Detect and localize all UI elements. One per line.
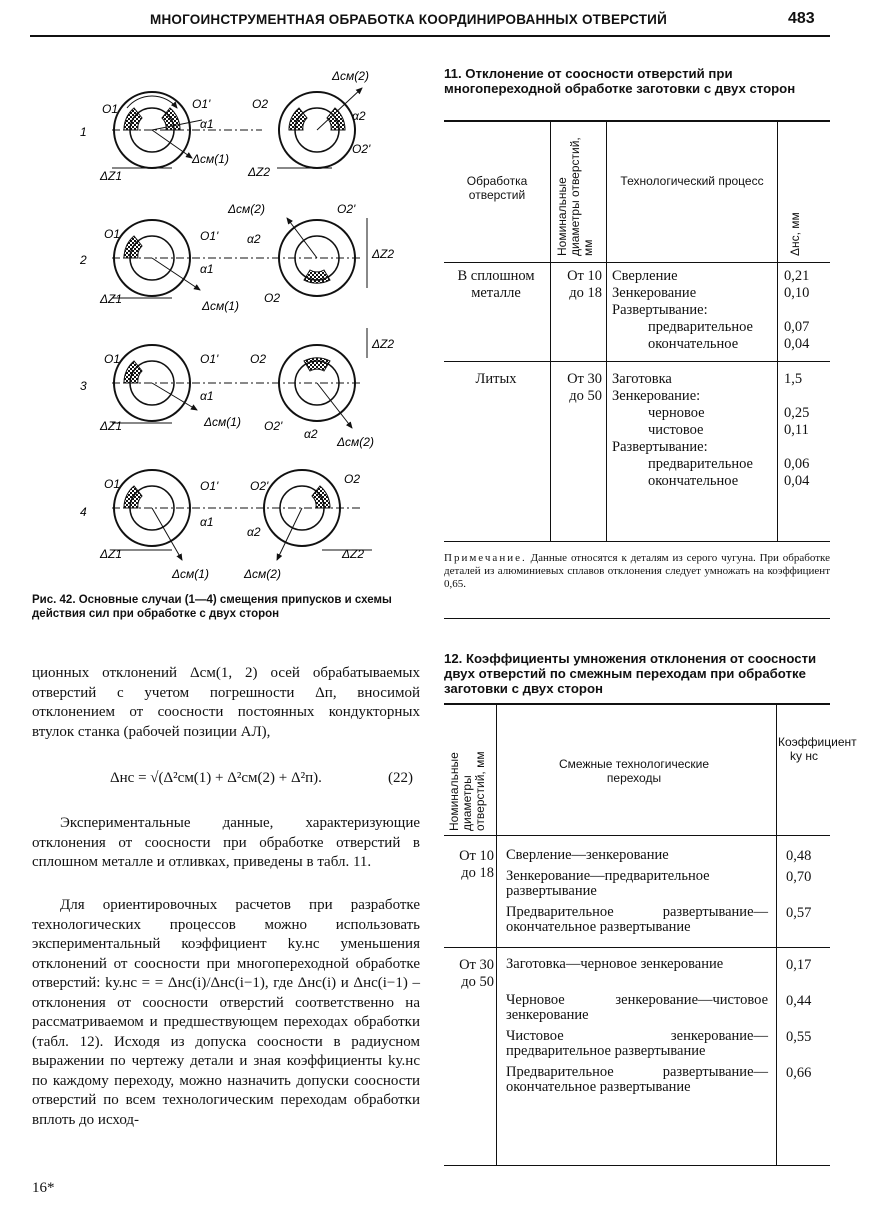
process-cell: Развертывание: <box>612 302 708 318</box>
header-rule <box>30 35 830 37</box>
label-dsm1: Δсм(1) <box>172 567 209 581</box>
group-divider <box>444 947 830 948</box>
table-11-header <box>444 122 830 262</box>
process-cell: Зенкерование: <box>612 388 701 404</box>
transition-cell: Предварительное развертывание—окончательное развертывание <box>506 1064 768 1095</box>
deviation-value: 0,11 <box>784 422 809 438</box>
label-alpha1: α1 <box>200 515 214 529</box>
label-o1-prime: O1' <box>192 97 211 111</box>
column-divider <box>496 705 497 1165</box>
figure-42-diagram <box>32 58 427 588</box>
process-cell: предварительное <box>648 456 753 472</box>
label-dsm2: Δсм(2) <box>337 435 374 449</box>
coefficient-value: 0,55 <box>786 1029 812 1045</box>
diameter-cell: От 10 <box>567 268 602 284</box>
row-number: 3 <box>80 379 87 393</box>
process-cell: Зенкерование <box>612 285 697 301</box>
process-cell: окончательное <box>648 336 739 352</box>
coefficient-value: 0,66 <box>786 1065 812 1081</box>
row-number: 2 <box>80 253 87 267</box>
label-dz2: ΔZ2 <box>372 247 395 261</box>
label-dz2: ΔZ2 <box>342 547 365 561</box>
paragraph-2 <box>32 814 420 873</box>
label-dsm2: Δсм(2) <box>332 69 369 83</box>
formula-22 <box>110 770 420 787</box>
label-alpha2: α2 <box>304 427 318 441</box>
label-alpha2: α2 <box>352 109 366 123</box>
label-dz2: ΔZ2 <box>372 337 395 351</box>
transition-cell: Предварительное развертывание—окончательное развертывание <box>506 904 768 935</box>
label-alpha1: α1 <box>200 389 214 403</box>
transition-cell: Сверление—зенкерование <box>506 847 669 863</box>
paragraph-1 <box>32 664 420 742</box>
deviation-value: 0,21 <box>784 268 810 284</box>
label-o1: O1 <box>104 477 121 491</box>
diameter-cell: От 30 <box>459 957 494 973</box>
note-label: Примечание. <box>444 552 527 564</box>
coefficient-value: 0,17 <box>786 957 812 973</box>
label-o2: O2 <box>250 352 267 366</box>
label-o2-prime: O2' <box>250 479 269 493</box>
scheme-row-4 <box>99 470 372 581</box>
label-alpha1: α1 <box>200 262 214 276</box>
formula-text: Δнс = √(Δ²см(1) + Δ²см(2) + Δ²п). <box>110 770 322 786</box>
note-text: Данные относятся к деталям из серого чугуна. При обработке деталей из алюминиевых сплавов отклонения следует умножать на коэффициент 0,65. <box>444 552 830 590</box>
transition-cell: Чистовое зенкерование—предварительное развертывание <box>506 1028 768 1059</box>
header-transitions: Смежные технологические переходы <box>559 757 709 785</box>
note-rule <box>444 618 830 619</box>
transition-cell: Зенкерование—предварительное развертывание <box>506 868 710 899</box>
column-divider <box>777 122 778 542</box>
row-number: 1 <box>80 125 87 139</box>
deviation-value: 0,04 <box>784 336 810 352</box>
deviation-value: 1,5 <box>784 371 803 387</box>
coefficient-value: 0,48 <box>786 848 812 864</box>
label-dsm1: Δсм(1) <box>204 415 241 429</box>
signature-mark: 16* <box>32 1180 55 1196</box>
scheme-row-1 <box>99 69 371 183</box>
diameter-cell: до 50 <box>461 974 494 990</box>
process-cell: окончательное <box>648 473 739 489</box>
column-divider <box>776 705 777 1165</box>
deviation-value: 0,10 <box>784 285 810 301</box>
header-diameter: Номинальные диаметры отверстий, мм <box>555 137 595 256</box>
label-alpha1: α1 <box>200 117 214 131</box>
table-12-header-rule <box>444 835 830 836</box>
label-dz1: ΔZ1 <box>100 419 123 433</box>
diameter-cell: до 50 <box>569 388 602 404</box>
formula-number: (22) <box>388 770 413 786</box>
deviation-value: 0,07 <box>784 319 810 335</box>
figure-caption: Рис. 42. Основные случаи (1—4) смещения припусков и схемы действия сил при обработке с двух сторон <box>32 594 392 620</box>
table-12-header <box>444 705 857 835</box>
scheme-row-2 <box>99 202 394 313</box>
table-11-title: 11. Отклонение от соосности отверстий при многопереходной обработке заготовки с двух сторон <box>444 66 796 96</box>
transition-cell: Заготовка—черновое зенкерование <box>506 956 724 972</box>
running-header: МНОГОИНСТРУМЕНТНАЯ ОБРАБОТКА КООРДИНИРОВАННЫХ ОТВЕРСТИЙ <box>150 12 667 27</box>
deviation-value: 0,06 <box>784 456 810 472</box>
transition-cell: Черновое зенкерование—чистовое зенкерование <box>506 992 768 1023</box>
process-cell: Сверление <box>612 268 678 284</box>
deviation-value: 0,25 <box>784 405 810 421</box>
process-cell: черновое <box>648 405 705 421</box>
label-o2-prime: O2' <box>264 419 283 433</box>
label-dz1: ΔZ1 <box>100 547 123 561</box>
diameter-cell: до 18 <box>569 285 602 301</box>
header-processing: Обработка отверстий <box>466 174 528 202</box>
label-alpha2: α2 <box>247 232 261 246</box>
coefficient-value: 0,57 <box>786 905 812 921</box>
header-process: Технологический процесс <box>620 174 764 188</box>
process-cell: предварительное <box>648 319 753 335</box>
coefficient-value: 0,70 <box>786 869 812 885</box>
process-cell: Заготовка <box>612 371 672 387</box>
table-11-note <box>444 552 830 591</box>
label-dz1: ΔZ1 <box>100 292 123 306</box>
deviation-value: 0,04 <box>784 473 810 489</box>
diameter-cell: до 18 <box>461 865 494 881</box>
label-o1: O1 <box>102 102 119 116</box>
paragraph-text: Экспериментальные данные, характеризующие отклонения от соосности при обработке отверстий в сплошном металле и отливках, приведены в табл. 11. <box>32 815 420 870</box>
coefficient-value: 0,44 <box>786 993 812 1009</box>
label-o1-prime: O1' <box>200 352 219 366</box>
material-cell: Литых <box>475 371 517 387</box>
diameter-cell: От 10 <box>459 848 494 864</box>
table-12-title: 12. Коэффициенты умножения отклонения от соосности двух отверстий по смежным переходам при обработке заготовки с двух сторон <box>444 651 817 696</box>
label-o1-prime: O1' <box>200 479 219 493</box>
label-dsm1: Δсм(1) <box>192 152 229 166</box>
material-cell: В сплошном металле <box>457 268 535 301</box>
group-divider <box>444 361 830 362</box>
label-o2: O2 <box>264 291 281 305</box>
process-cell: чистовое <box>648 422 704 438</box>
label-dz2: ΔZ2 <box>248 165 271 179</box>
header-coefficient: Коэффициент kу нс <box>778 735 857 763</box>
label-alpha2: α2 <box>247 525 261 539</box>
label-o2: O2 <box>344 472 361 486</box>
label-dz1: ΔZ1 <box>100 169 123 183</box>
table-11-header-rule <box>444 262 830 263</box>
row-number: 4 <box>80 505 87 519</box>
paragraph-3 <box>32 896 420 1130</box>
label-o1: O1 <box>104 227 121 241</box>
label-o2-prime: O2' <box>337 202 356 216</box>
page-number: 483 <box>788 10 815 27</box>
table-11-bottom-rule <box>444 541 830 542</box>
label-dsm2: Δсм(2) <box>244 567 281 581</box>
header-diameter: Номинальные диаметры отверстий, мм <box>447 751 487 831</box>
paragraph-text: Для ориентировочных расчетов при разработке технологических процессов можно использовать экспериментальный коэффициент kу.нс уменьшения отклонений от соосности при многопереходной обработке отверстий: kу.нс = = Δнс(i)/Δнс(i−1), где Δнс(i) и Δнс(i−1) – отклонения от соосности отверстий соответственно на рассматриваемом и предшествующем переходах обработки (табл. 12). Исходя из допуска соосности в радиусном выражении по чертежу детали и зная коэффициенты kу.нс по каждому переходу, можно назначить допуски соосности отверстий по всем технологическим переходам обработки вплоть до исход- <box>32 897 420 1128</box>
label-dsm2: Δсм(2) <box>228 202 265 216</box>
scheme-row-3 <box>99 328 394 449</box>
diameter-cell: От 30 <box>567 371 602 387</box>
label-o1-prime: O1' <box>200 229 219 243</box>
paragraph-text: ционных отклонений Δсм(1, 2) осей обрабатываемых отверстий с учетом погрешности Δп, вносимой отклонением от соосности постоянных кондукторных втулок станка (рабочей позиции АЛ), <box>32 665 420 740</box>
label-dsm1: Δсм(1) <box>202 299 239 313</box>
table-12-bottom-rule <box>444 1165 830 1166</box>
column-divider <box>550 122 551 542</box>
label-o2: O2 <box>252 97 269 111</box>
label-o1: O1 <box>104 352 121 366</box>
process-cell: Развертывание: <box>612 439 708 455</box>
label-o2-prime: O2' <box>352 142 371 156</box>
header-deviation: Δнс, мм <box>788 212 802 256</box>
